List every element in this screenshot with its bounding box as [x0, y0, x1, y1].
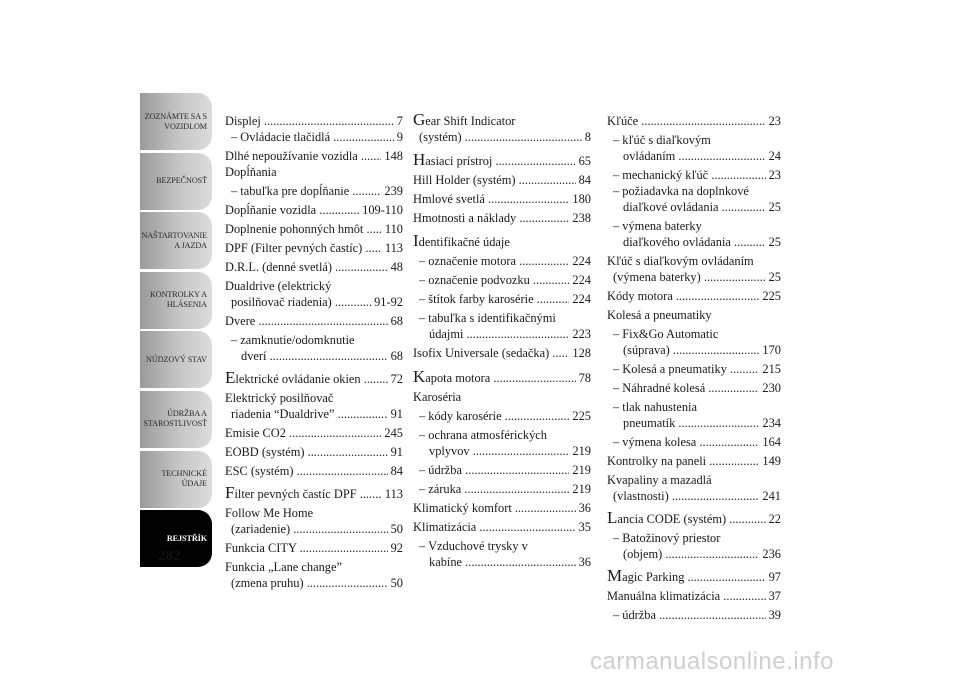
index-entry: DPF (Filter pevných častíc) ..... 113	[225, 240, 403, 256]
tab-label: NAŠTARTOVANIE A JAZDA	[141, 230, 207, 250]
index-entry-line1: – zamknutie/odomknutie	[231, 333, 355, 347]
index-entry-line1: – tlak nahustenia	[613, 400, 697, 414]
index-entry: (výmena baterky) ..... 25	[607, 269, 781, 285]
index-entry: – Náhradné kolesá ..... 230	[607, 380, 781, 396]
tab-label: REJSTŘÍK	[166, 533, 207, 543]
index-entry: ESC (systém) ..... 84	[225, 463, 403, 479]
index-entry: (súprava) ..... 170	[607, 342, 781, 358]
index-entry: Hasiaci prístroj ..... 65	[413, 153, 591, 169]
index-entry: – Ovládacie tlačidlá ..... 9	[225, 129, 403, 145]
index-entry: Dlhé nepoužívanie vozidla ..... 148	[225, 148, 403, 164]
index-entry: Kľúče ..... 23	[607, 113, 781, 129]
tab-udrzba[interactable]	[140, 391, 212, 448]
index-heading: Karoséria	[413, 390, 462, 404]
index-entry: (systém) ..... 8	[413, 129, 591, 145]
index-entry: Kontrolky na paneli ..... 149	[607, 453, 781, 469]
index-entry: Hill Holder (systém) ..... 84	[413, 172, 591, 188]
tab-kontrolky[interactable]	[140, 272, 212, 329]
index-heading: Kolesá a pneumatiky	[607, 308, 712, 322]
index-entry: Isofix Universale (sedačka) ..... 128	[413, 345, 591, 361]
tab-label: KONTROLKY A HLÁSENIA	[149, 290, 207, 310]
index-entry: D.R.L. (denné svetlá) ..... 48	[225, 259, 403, 275]
index-heading: Dopĺňania	[225, 165, 277, 179]
index-column-1	[225, 113, 403, 591]
index-entry-line1: – výmena baterky	[613, 219, 702, 233]
index-entry-line1: – ochrana atmosférických	[419, 428, 547, 442]
tab-label: BEZPEČNOSŤ	[156, 176, 207, 186]
index-entry: – štítok farby karosérie ..... 224	[413, 291, 591, 307]
watermark-logo: carmanualsonline.info	[590, 648, 834, 675]
index-entry: (vlastnosti) ..... 241	[607, 488, 781, 504]
index-column-2	[413, 110, 591, 570]
index-heading: Identifikačné údaje	[413, 231, 510, 250]
index-entry: dverí ..... 68	[225, 348, 403, 364]
index-entry-line1: – kľúč s diaľkovým	[613, 133, 711, 147]
index-entry: (zariadenie) ..... 50	[225, 521, 403, 537]
index-entry: Emisie CO2 ..... 245	[225, 425, 403, 441]
index-entry: Klimatický komfort ..... 36	[413, 500, 591, 516]
index-entry: Dopĺňanie vozidla ..... 109-110	[225, 202, 403, 218]
tab-label: ÚDRŽBA A STAROSTLIVOSŤ	[143, 409, 207, 429]
tab-zoznamte-sa[interactable]	[140, 93, 212, 150]
index-entry: – záruka ..... 219	[413, 481, 591, 497]
index-entry: diaľkové ovládania ..... 25	[607, 199, 781, 215]
index-entry: Manuálna klimatizácia ..... 37	[607, 588, 781, 604]
index-entry: Elektrické ovládanie okien ..... 72	[225, 371, 403, 387]
index-entry: – kódy karosérie ..... 225	[413, 408, 591, 424]
index-entry: (objem) ..... 236	[607, 546, 781, 562]
index-entry: – údržba ..... 39	[607, 607, 781, 623]
index-entry: Displej ..... 7	[225, 113, 403, 129]
index-entry: riadenia “Dualdrive” ..... 91	[225, 406, 403, 422]
index-entry-line1: – Vzduchové trysky v	[419, 539, 528, 553]
index-entry: kabíne ..... 36	[413, 554, 591, 570]
index-entry: Kapota motora ..... 78	[413, 370, 591, 386]
index-entry-line1: Follow Me Home	[225, 506, 314, 520]
tab-nudzovy-stav[interactable]	[140, 331, 212, 388]
index-entry-line1: Funkcia „Lane change”	[225, 560, 342, 574]
chapter-tabs	[140, 93, 212, 570]
index-entry-line1: – Fix&Go Automatic	[613, 327, 719, 341]
index-entry: ovládaním ..... 24	[607, 148, 781, 164]
index-entry: údajmi ..... 223	[413, 326, 591, 342]
tab-label: NÚDZOVÝ STAV	[146, 354, 207, 364]
tab-label: ZOZNÁMTE SA S VOZIDLOM	[144, 111, 207, 131]
index-entry: Hmlové svetlá ..... 180	[413, 191, 591, 207]
index-entry: Dvere ..... 68	[225, 313, 403, 329]
index-entry: Filter pevných častíc DPF ..... 113	[225, 486, 403, 502]
tab-technicke-udaje[interactable]	[140, 451, 212, 508]
index-entry-line1: – požiadavka na doplnkové	[613, 184, 749, 198]
index-entry: pneumatík ..... 234	[607, 415, 781, 431]
index-entry: – označenie motora ..... 224	[413, 253, 591, 269]
index-entry: – Kolesá a pneumatiky ..... 215	[607, 361, 781, 377]
index-entry: posilňovač riadenia) ..... 91-92	[225, 294, 403, 310]
index-entry: diaľkového ovládania ..... 25	[607, 234, 781, 250]
index-entry: – označenie podvozku ..... 224	[413, 272, 591, 288]
tab-label: TECHNICKÉ ÚDAJE	[161, 469, 207, 489]
index-entry-line1: Kvapaliny a mazadlá	[607, 473, 712, 487]
index-entry: vplyvov ..... 219	[413, 443, 591, 459]
index-entry: – mechanický kľúč ..... 23	[607, 167, 781, 183]
tab-bezpecnost[interactable]	[140, 153, 212, 210]
index-entry-line1: Kľúč s diaľkovým ovládaním	[607, 254, 754, 268]
index-entry: EOBD (systém) ..... 91	[225, 444, 403, 460]
index-entry: Hmotnosti a náklady ..... 238	[413, 210, 591, 226]
index-entry: – výmena kolesa ..... 164	[607, 434, 781, 450]
index-entry-line1: – Batožinový priestor	[613, 531, 721, 545]
index-entry: Kódy motora ..... 225	[607, 288, 781, 304]
index-entry: Klimatizácia ..... 35	[413, 519, 591, 535]
index-entry: Magic Parking ..... 97	[607, 569, 781, 585]
index-column-3	[607, 113, 781, 623]
page-number: 282	[158, 548, 181, 564]
index-entry: (zmena pruhu) ..... 50	[225, 575, 403, 591]
index-entry-line1: Dualdrive (elektrický	[225, 279, 332, 293]
tab-nastartovanie[interactable]	[140, 212, 212, 269]
index-entry-line1: – tabuľka s identifikačnými	[419, 311, 556, 325]
index-entry: Lancia CODE (systém) ..... 22	[607, 511, 781, 527]
index-entry-line1: Gear Shift Indicator	[413, 110, 516, 129]
index-entry-line1: Elektrický posilňovač	[225, 391, 334, 405]
index-entry: Doplnenie pohonných hmôt ..... 110	[225, 221, 403, 237]
index-entry: – údržba ..... 219	[413, 462, 591, 478]
index-entry: – tabuľka pre dopĺňanie ..... 239	[225, 183, 403, 199]
index-entry: Funkcia CITY ..... 92	[225, 540, 403, 556]
